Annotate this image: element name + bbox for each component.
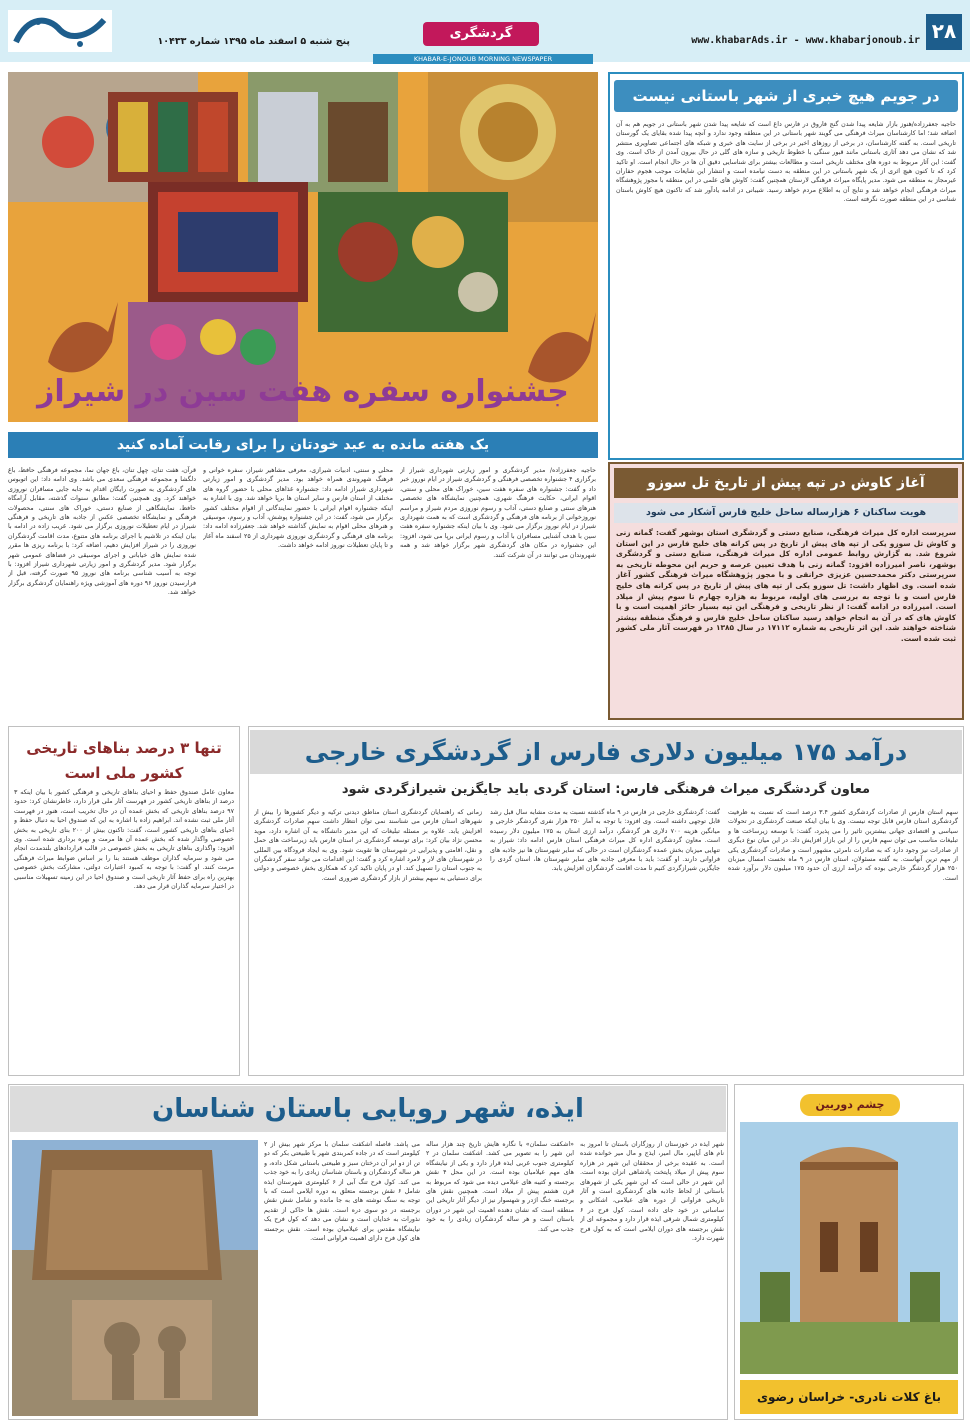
lead-subtitle: یک هفته مانده به عید خودتان را برای رقابت آماده کنید	[8, 432, 598, 458]
story-izeh-col-1: شهر ایذه در خوزستان از روزگاران باستان تا امروز به نام های آیاپیر، مال امیر، ایذج و مال میر خوانده شده است. به عقیده برخی از محققان این شهر در هزاره سوم پیش از میلاد پایتخت پادشاهی انزان بوده است. این شهر در حالی است که این شهر یکی از شهرهای باستانی از لحاظ جاذبه های گردشگری است و آثار تاریخی فراوانی از دوره های عیلامی، اشکانی و ساسانی در خود جای داده است. کول فرح در ۶ کیلومتری شمال شرقی ایذه قرار دارد و مجموعه ای از نقش برجسته های دوران ایلامی است که به کول فرح شهرت دارد.	[580, 1141, 724, 1243]
logo-mark	[8, 10, 112, 52]
story-no-news-title: در جویم هیچ خبری از شهر باستانی نیست	[614, 80, 958, 112]
page-number: ۲۸	[926, 14, 962, 50]
story-heritage-text: معاون عامل صندوق حفظ و احیای بناهای تاریخی و فرهنگی کشور با بیان اینکه ۳ درصد از بناهای تاریخی کشور در فهرست آثار ملی قرار دارد، خاطرنشان کرد: حدود ۹۷ درصد بناهای تاریخی که بخش عمده آن در حال تخریب است، هنوز در فهرست آثار ملی ثبت نشده اند. ابراهیم زاده با اشاره به این که صندوق احیا به دنبال حفظ و احیای بناهای تاریخی کشور است، گفت: تاکنون بیش از ۲۰۰ بنای تاریخی به بخش خصوصی واگذار شده که بخش عمده آن ها مرمت و بهره برداری شده است. وی افزود: واگذاری بناهای تاریخی به بخش خصوصی در قالب قراردادهای بلندمدت انجام می شود و سرمایه گذاران موظف هستند بنا را بر اساس ضوابط میراث فرهنگی مرمت کنند. او گفت: با توجه به کمبود اعتبارات دولتی، مشارکت بخش خصوصی بهترین راه برای حفظ آثار تاریخی است و صندوق احیا در این زمینه تسهیلات مناسبی در اختیار سرمایه گذاران قرار می دهد.	[14, 789, 234, 891]
story-izeh-col-3: می پاشد. فاصله اشکفت سلمان با مرکز شهر بیش از ۲ کیلومتر است که در جاده کمربندی شهر با طبیعتی بکر که دو تن از دو ابر آن درختان سبز و طبیعتی باستانی شکل داده، و هر ساله گردشگران و باستان شناسان زیادی را به خود جذب می کند. کول فرح تنگ آبی از ۶ کیلومتری شهرستان ایذه شامل ۶ نقش برجسته متعلق به دوره ایلامی است که با توجه به سنگ نوشته های به جا مانده و شامل شش نقش برجسته در دو سوی دره است. نقش ها حاکی از تقدیم نذورات به خدایان است و نشان می دهد که کول فرح یک نیایشگاه مقدس برای عیلامیان بوده است. نقش برجسته های کول فرح دارای اهمیت فراوانی است.	[264, 1141, 420, 1243]
website[interactable]: www.khabarAds.ir - www.khabarjonoub.ir	[691, 35, 920, 46]
story-revenue-title: درآمد ۱۷۵ میلیون دلاری فارس از گردشگری خارجی	[250, 730, 962, 774]
lead-col-1: حاجیه جعفرزاده/ مدیر گردشگری و امور زیارتی شهرداری شیراز از برگزاری ۴ جشنواره تخصصی فرهنگی و گردشگری شیراز در ایام نوروز خبر داد و گفت: جشنواره های سفره هفت سین، خوراک های محلی و سنتی، اقوام ایرانی، حکایت فرهنگ شهری، همچنین نمایشگاه های تخصصی هنرهای سنتی و صنایع دستی، آداب و رسوم نوروزی مردم شیراز و مراسم نوروزخوانی از برنامه های فرهنگی و گردشگری است که به همت شهرداری شیراز در ایام نوروز برگزار می شود. وی با بیان اینکه جشنواره سفره هفت سین با هدف آشنایی مسافران با آداب و رسوم ایرانی برپا می شود، افزود: این جشنواره در مکان های گردشگری شهر برگزار خواهد شد و همه شهروندان می توانند در آن شرکت کنند.	[400, 467, 596, 559]
story-tol-sozo-title: آغاز کاوش در تپه پیش از تاریخ تل سوزو	[614, 468, 958, 498]
story-izeh-title: ایذه، شهر رویایی باستان شناسان	[10, 1086, 726, 1132]
sidebar-photo	[740, 1122, 958, 1374]
sidebar-label: چشم دوربین	[800, 1094, 900, 1116]
lead-title: جشنواره سفره هفت سین در شیراز	[37, 374, 569, 409]
story-revenue-col-2: گفت: گردشگری خارجی در فارس در ۹ ماه گذشته نسبت به مدت مشابه سال قبل رشد قابل توجهی داشته است. وی افزود: با توجه به آمار ۲۵۰ هزار نفری گردشگر خارجی و میانگین هزینه ۷۰۰ دلاری هر گردشگر، درآمد ارزی استان به ۱۷۵ میلیون دلار رسیده است. معاون گردشگری اداره کل میراث فرهنگی استان فارس ادامه داد: شیراز به تنهایی میزبان بخش عمده گردشگران است در حالی که سایر شهرستان ها نیز جاذبه های فراوانی دارند. او گفت: باید با معرفی جاذبه های سایر شهرستان ها، استان گردی را جایگزین شیرازگردی کنیم تا مدت اقامت گردشگران افزایش یابد.	[490, 809, 720, 873]
story-heritage-title: تنها ۳ درصد بناهای تاریخی کشور ملی است	[26, 739, 222, 782]
section-tab: گردشگری	[423, 22, 539, 46]
story-revenue-col-1: سهم استان فارس از صادرات گردشگری کشور ۳.۴ درصد است که نسبت به ظرفیت گردشگری استان فارس قابل توجه نیست. وی با بیان اینکه صنعت گردشگری در تحولات سیاسی و اقتصادی جهانی بیشترین تاثیر را می پذیرد، گفت: با توسعه زیرساخت ها و تبلیغات مناسب می توان سهم فارس را از این بازار افزایش داد. در این میان نوع دیگری از صادرات نیز وجود دارد که به صادرات نامرئی مشهور است و صادرات گردشگری یکی از مهم ترین آنهاست. به گفته مسئولان، استان فارس در ۹ ماه نخست امسال میزبان ۲۵۰ هزار گردشگر خارجی بوده که درآمد ارزی آن حدود ۱۷۵ میلیون دلار برآورد شده است.	[728, 809, 958, 882]
date-issue: پنج شنبه ۵ اسفند ماه ۱۳۹۵ شماره ۱۰۴۳۳	[157, 36, 350, 47]
story-tol-sozo-text: سرپرست اداره کل میراث فرهنگی، صنایع دستی و گردشگری استان بوشهر گفت: گمانه زنی و کاوش تل سوزو یکی از تپه های پیش از تاریخ در پس کرانه های خلیج فارس در این استان شروع شد. به گزارش روابط عمومی اداره کل میراث فرهنگی، صنایع دستی و گردشگری بوشهر، ناصر امیرزاده افزود: گمانه زنی با هدف تعیین عرصه و حریم این محوطه تاریخی به سرپرستی دکتر محمدحسین عزیزی خرانقی و با مجوز پژوهشگاه میراث فرهنگی کشور آغاز شده است. وی اظهار داشت: تل سوزو یکی از تپه های پیش از تاریخ در پس کرانه های خلیج فارس است و با توجه به بررسی های اولیه، مربوط به هزاره چهارم تا سوم پیش از میلاد است. امیرزاده در ادامه گفت: از نظر تاریخی و فرهنگی این تپه بسیار حائز اهمیت است و با کاوش های که در آن به انجام خواهد رسید ساکنان ساحل خلیج فارس و فرهنگ منطقه بیشتر شناخته خواهند شد. این اثر تاریخی به شماره ۱۷۱۱۲ در سال ۱۳۸۵ در فهرست آثار ملی کشور ثبت شده است.	[616, 528, 956, 643]
lead-col-3: قرآن، هفت تنان، چهل تنان، باغ جهان نما، مجموعه فرهنگی حافظ، باغ دلگشا و مجموعه فرهنگی سعدی می باشد. وی ادامه داد: این اتوبوس های گردشگری به صورت رایگان اقدام به جابه جایی مسافران نوروزی خواهند کرد. وی همچنین گفت: مطابق سنوات گذشته، مقابل آرامگاه حافظ، نمایشگاهی از صنایع دستی، خوراک های سنتی، محصولات فرهنگی و نمایشگاه تخصصی عکس از جاذبه های تاریخی و فرهنگی شیراز در ایام تعطیلات نوروزی برگزار می شود. غریب زاده در ادامه با بیان اینکه در تلاشیم با اجرای برنامه های متنوع، مدت اقامت گردشگران نوروزی را در شیراز افزایش دهیم، اضافه کرد: با برنامه ریزی ها مقرر شده نمایش های خیابانی و اجرای موسیقی در فضاهای عمومی شهر برگزار شود. مدیر گردشگری و امور زیارتی شهرداری شیراز افزود: با توجه به آسیب شناسی برنامه های نوروز ۹۵ صورت گرفته، قبل از فرارسیدن نوروز ۹۶ دوره های آموزشی ویژه راهنمایان گردشگری برگزار خواهد شد.	[8, 467, 196, 597]
story-tol-sozo-subtitle: هویت ساکنان ۶ هزارساله ساحل خلیج فارس آشکار می شود	[614, 503, 958, 523]
sidebar-caption: باغ کلات نادری- خراسان رضوی	[740, 1380, 958, 1414]
izeh-photo	[12, 1140, 258, 1416]
english-name-strip: KHABAR-E-JONOUB MORNING NEWSPAPER	[373, 54, 593, 64]
kalat-naderi-tower-image	[740, 1122, 958, 1374]
story-izeh-col-2: «اشکفت سلمان» با نگاره هایش تاریخ چند هزار ساله این شهر را به تصویر می کشد. اشکفت سلمان در ۲ کیلومتری جنوب غربی ایذه قرار دارد و یکی از نیایشگاه های مهم عیلامیان بوده است. در این محل ۴ نقش برجسته و کتیبه های عیلامی دیده می شود که مربوط به قرن هشتم پیش از میلاد است. همچنین نقش های برجسته خنگ اژدر و شهسوار نیز از دیگر آثار تاریخی این منطقه است که نشان دهنده اهمیت این شهر در دوران باستان است و هر ساله گردشگران زیادی را به خود جذب می کند.	[426, 1141, 574, 1233]
story-revenue-col-3: زمانی که راهنمایان گردشگری استان مناطق دیدنی ترکیه و دیگر کشورها را بیش از شهرهای استان فارس می شناسند نمی توان انتظار داشت سهم صادرات گردشگری افزایش یابد. علاوه بر مسئله تبلیغات که این مدیر دانشگاه به آن اشاره دارد، موید محسن نژاد بیان کرد: برای توسعه گردشگری در استان فارس باید زیرساخت های حمل و نقل، اقامتی و پذیرایی در شهرستان ها تقویت شود. وی به ایجاد فرودگاه بین المللی در شهرستان های لار و لامرد اشاره کرد و گفت: این اقدامات می تواند سفر گردشگران به جنوب استان را تسهیل کند. او در پایان تاکید کرد که همکاری بخش خصوصی و دولتی برای دستیابی به سهم بیشتر از بازار گردشگری ضروری است.	[254, 809, 482, 882]
lead-col-2: محلی و سنتی، ادبیات شیرازی، معرفی مشاهیر شیراز، سفره خوانی و فرهنگ شهروندی همراه خواهد بود. مدیر گردشگری و امور زیارتی شهرداری شیراز ادامه داد: جشنواره غذاهای محلی با حضور گروه های مختلف از استان فارس و سایر استان ها برپا خواهد شد. وی با اشاره به اینکه جشنواره اقوام ایرانی با حضور نمایندگانی از اقوام مختلف کشور برگزار می شود، گفت: در این جشنواره پوشش، آداب و رسوم، موسیقی و هنرهای محلی اقوام به نمایش گذاشته خواهد شد. جعفرزاده ادامه داد: برنامه های فرهنگی و گردشگری نوروزی شهرداری از ۲۵ اسفند ماه آغاز و تا پایان تعطیلات نوروز ادامه خواهد داشت.	[203, 467, 393, 550]
logo	[8, 10, 112, 52]
story-revenue-subtitle: معاون گردشگری میراث فرهنگی فارس: استان گردی باید جایگزین شیرازگردی شود	[341, 782, 871, 797]
izeh-rock-relief-image	[12, 1140, 258, 1416]
story-no-news-text: حاجیه جعفرزاده/هنوز بازار شایعه پیدا شدن گنج فاروق در فارس داغ است که شایعه پیدا شدن شهر باستانی در جویم هم به آن اضافه شد؛ اما کارشناسان میراث فرهنگی می گویند شهر باستانی در این منطقه وجود ندارد و آنچه پیدا شده بقایای یک گورستان تاریخی است. به گفته کارشناسان، در برخی از روزهای اخیر در برخی از سایت های خبری و شبکه های اجتماعی تصاویری منتشر شد که نشان می دهد آثاری باستانی مانند قبور سنگی با خطوط تاریخی و سازه های گلی در حال بیرون آمدن از خاک است. وی گفت: این آثار مربوط به دوره های مختلف تاریخی است و مطالعات بیشتر برای شناسایی دقیق آن ها در حال انجام است. او تاکید کرد که تا کنون هیچ اثری از یک شهر باستانی در این منطقه به دست نیامده است و انتشار این شایعات موجب هجوم حفاران غیرمجاز به منطقه می شود. مدیر پایگاه میراث فرهنگی لارستان همچنین گفت: کاوش های علمی در این منطقه با مجوز پژوهشگاه میراث فرهنگی انجام خواهد شد و نتایج آن به اطلاع مردم خواهد رسید. شیبانی در ادامه یادآور شد که تاکنون هیچ کاوش باستان شناسی در این منطقه صورت نگرفته است.	[616, 121, 956, 204]
